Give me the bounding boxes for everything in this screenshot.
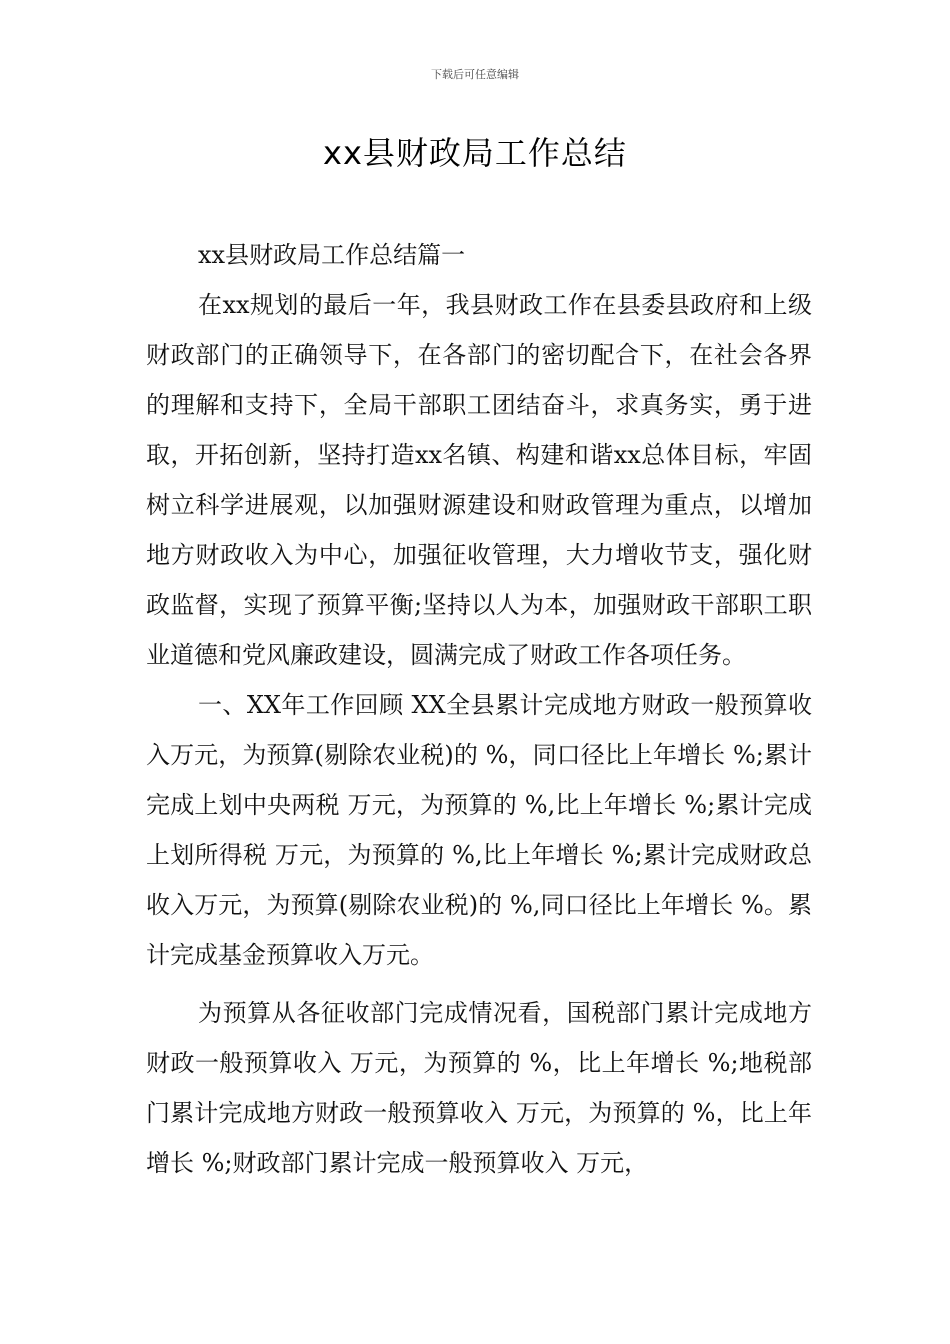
document-body (146, 230, 812, 1188)
paragraph-review: 一、XX年工作回顾 XX全县累计完成地方财政一般预算收入万元，为预算(剔除农业税)的 %，同口径比上年增长 %;累计完成上划中央两税 万元，为预算的 %,比上年增长 %;累计完成上划所得税 万元，为预算的 %,比上年增长 %;累计完成财政总收入万元，为预算(剔除农业税)的 %,同口径比上年增长 %。累计完成基金预算收入万元。 (146, 691, 812, 969)
paragraph-departments: 为预算从各征收部门完成情况看，国税部门累计完成地方财政一般预算收入 万元，为预算的 %，比上年增长 %;地税部门累计完成地方财政一般预算收入 万元，为预算的 %，比上年增长 %;财政部门累计完成一般预算收入 万元， (146, 999, 812, 1177)
paragraph-gap (146, 980, 812, 988)
header-note: 下载后可任意编辑 (431, 68, 519, 81)
section-subheading: xx县财政局工作总结篇一 (198, 241, 466, 269)
document-title: xx县财政局工作总结 (323, 134, 627, 172)
paragraph-intro: 在xx规划的最后一年，我县财政工作在县委县政府和上级财政部门的正确领导下，在各部门的密切配合下，在社会各界的理解和支持下，全局干部职工团结奋斗，求真务实，勇于进取，开拓创新，坚持打造xx名镇、构建和谐xx总体目标，牢固树立科学进展观，以加强财源建设和财政管理为重点，以增加地方财政收入为中心，加强征收管理，大力增收节支，强化财政监督，实现了预算平衡;坚持以人为本，加强财政干部职工职业道德和党风廉政建设，圆满完成了财政工作各项任务。 (146, 291, 812, 669)
